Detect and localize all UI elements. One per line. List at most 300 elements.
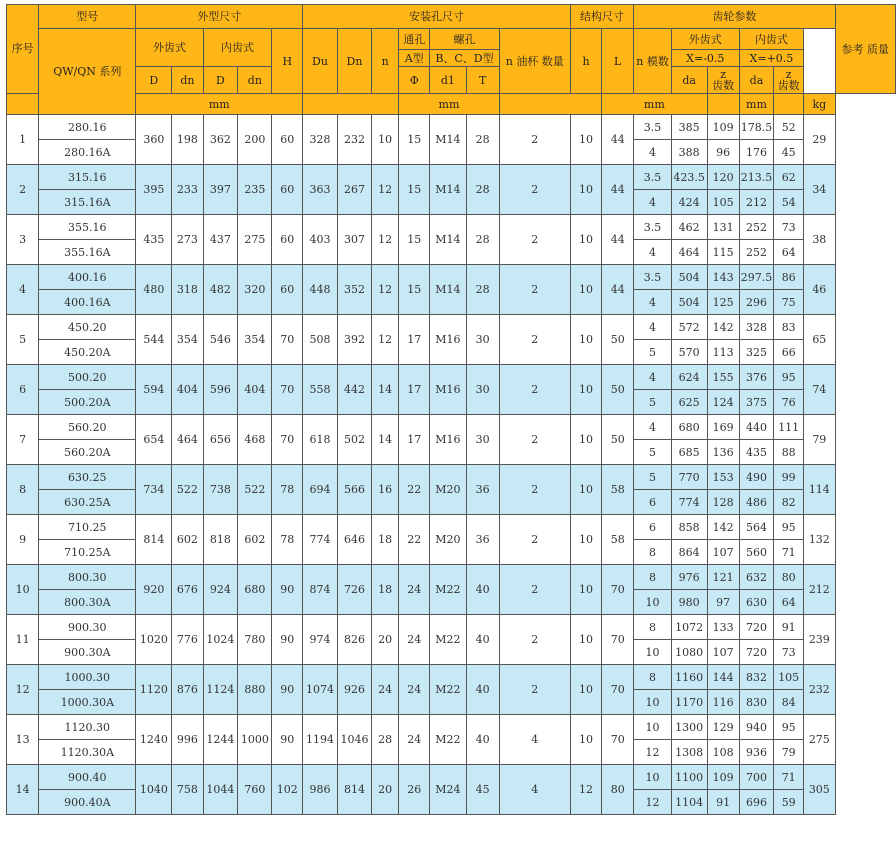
cell-phi: 17 [399,365,430,415]
cell-t: 30 [466,415,499,465]
module-value: 10 [634,590,672,615]
type-a-header: A型 [399,50,430,67]
z-int-value: 83 [774,315,804,340]
cell-dn-ext: 198 [172,115,203,165]
row-number: 2 [7,165,39,215]
z-int-value: 80 [774,565,804,590]
table-row [7,315,896,340]
da-int-value: 486 [739,490,774,515]
row-number: 9 [7,515,39,565]
gear-params-header: 齿轮参数 [634,5,835,29]
module-value: 3.5 [634,265,672,290]
cell-dn-ext: 776 [172,615,203,665]
cell-t: 30 [466,315,499,365]
module-value: 5 [634,340,672,365]
cell-dn: 826 [337,615,371,665]
da-int-value: 212 [739,190,774,215]
model-number-a: 280.16A [39,140,136,165]
da-int-value: 940 [739,715,774,740]
cell-phi: 15 [399,165,430,215]
cell-h: 10 [570,715,601,765]
mass-value: 34 [804,165,835,215]
module-value: 3.5 [634,215,672,240]
cell-d-ext: 920 [136,565,172,615]
cell-dn-int: 468 [238,415,272,465]
z-ext-value: 109 [707,765,739,790]
model-number-a: 900.30A [39,640,136,665]
module-value: 4 [634,315,672,340]
module-value: 4 [634,140,672,165]
cell-du: 508 [303,315,338,365]
cell-dn-ext: 273 [172,215,203,265]
cell-dn: 726 [337,565,371,615]
n-header: n [372,29,399,94]
row-number: 1 [7,115,39,165]
spec-table [6,4,896,815]
z-int-value: 64 [774,590,804,615]
cell-dn-ext: 602 [172,515,203,565]
da-int-value: 325 [739,340,774,365]
da-ext-value: 385 [671,115,707,140]
da-int-value: 376 [739,365,774,390]
z-int-value: 84 [774,690,804,715]
row-number: 8 [7,465,39,515]
cell-du: 558 [303,365,338,415]
cell-oil: 2 [499,365,570,415]
da-ext-value: 424 [671,190,707,215]
row-number: 13 [7,715,39,765]
module-value: 8 [634,665,672,690]
mount-header: 安装孔尺寸 [303,5,571,29]
cell-n: 12 [372,265,399,315]
module-value: 5 [634,390,672,415]
z-ext-value: 91 [707,790,739,815]
cell-d-int: 738 [203,465,238,515]
z-int-value: 105 [774,665,804,690]
model-number: 355.16 [39,215,136,240]
da-int-value: 832 [739,665,774,690]
teeth-count-label: 齿数 [777,79,800,92]
model-number-a: 710.25A [39,540,136,565]
cell-d-ext: 594 [136,365,172,415]
d-ext-header: D [136,67,172,94]
cell-h: 102 [272,765,303,815]
cell-du: 618 [303,415,338,465]
gear-unit: mm [602,94,707,115]
cell-oil: 2 [499,315,570,365]
cell-d1: M14 [430,165,466,215]
through-hole-header: 通孔 [399,29,430,50]
mass-value: 65 [804,315,835,365]
cell-oil: 2 [499,515,570,565]
cell-phi: 22 [399,465,430,515]
int-gear2-header: 内齿式 [739,29,803,50]
struct-header: 结构尺寸 [570,5,633,29]
cell-dn-int: 275 [238,215,272,265]
dn-mount-header: Dn [337,29,371,94]
z-int-value: 86 [774,265,804,290]
da-int-value: 252 [739,240,774,265]
z-ext-value: 142 [707,515,739,540]
cell-phi: 24 [399,715,430,765]
cell-dn: 814 [337,765,371,815]
cell-dn-int: 522 [238,465,272,515]
mass-value: 38 [804,215,835,265]
cell-n: 12 [372,215,399,265]
row-number: 6 [7,365,39,415]
int-gear-header: 内齿式 [203,29,272,67]
du-header: Du [303,29,338,94]
cell-l: 70 [602,715,634,765]
z-int-value: 76 [774,390,804,415]
cell-d-ext: 814 [136,515,172,565]
teeth-count-label: 齿数 [712,79,735,92]
da-ext-value: 570 [671,340,707,365]
z-int-value: 88 [774,440,804,465]
da-int-value: 560 [739,540,774,565]
cell-t: 40 [466,715,499,765]
module-value: 5 [634,440,672,465]
cell-dn-int: 1000 [238,715,272,765]
cell-l: 58 [602,465,634,515]
module-value: 10 [634,640,672,665]
cell-t: 40 [466,665,499,715]
table-body [7,115,896,815]
cell-du: 1194 [303,715,338,765]
cell-oil: 2 [499,665,570,715]
z-ext-value: 120 [707,165,739,190]
cell-dn-int: 680 [238,565,272,615]
cell-dn-int: 602 [238,515,272,565]
cell-h: 60 [272,165,303,215]
ref-mass-header: 参考 质量 [835,5,896,94]
cell-h: 70 [272,415,303,465]
mount-unit: mm [399,94,500,115]
z-int-value: 79 [774,740,804,765]
cell-dn: 646 [337,515,371,565]
cell-h: 90 [272,615,303,665]
cell-dn-ext: 996 [172,715,203,765]
cell-phi: 15 [399,215,430,265]
phi-header: Φ [399,67,430,94]
module-value: 5 [634,465,672,490]
d-int-header: D [203,67,238,94]
cell-dn: 232 [337,115,371,165]
cell-n: 12 [372,315,399,365]
da-int-value: 700 [739,765,774,790]
cell-d1: M16 [430,415,466,465]
z-ext-value: 107 [707,540,739,565]
z-int-unit [774,94,804,115]
outline-header: 外型尺寸 [136,5,303,29]
cell-l: 50 [602,415,634,465]
cell-h: 60 [272,215,303,265]
cell-t: 30 [466,365,499,415]
model-number-a: 355.16A [39,240,136,265]
z-ext-value: 124 [707,390,739,415]
cell-d1: M16 [430,365,466,415]
cell-h: 90 [272,565,303,615]
cell-h: 60 [272,115,303,165]
cell-d-int: 924 [203,565,238,615]
cell-n: 28 [372,715,399,765]
cell-phi: 24 [399,565,430,615]
cell-h: 10 [570,465,601,515]
mass-unit: kg [804,94,835,115]
z-int-value: 59 [774,790,804,815]
cell-h: 10 [570,615,601,665]
cell-d-int: 1244 [203,715,238,765]
cell-l: 44 [602,215,634,265]
cell-t: 40 [466,615,499,665]
cell-d-int: 362 [203,115,238,165]
cell-d1: M22 [430,665,466,715]
da-int-value: 178.5 [739,115,774,140]
cell-dn-int: 880 [238,665,272,715]
cell-phi: 17 [399,315,430,365]
da-ext-value: 1080 [671,640,707,665]
cell-du: 403 [303,215,338,265]
cell-oil: 2 [499,615,570,665]
cell-d-int: 596 [203,365,238,415]
cell-h: 78 [272,465,303,515]
model-number: 560.20 [39,415,136,440]
cell-oil: 2 [499,215,570,265]
ext-gear-header: 外齿式 [136,29,203,67]
da-ext-header: da [671,67,707,94]
row-number: 14 [7,765,39,815]
table-row [7,465,896,490]
cell-d-ext: 1040 [136,765,172,815]
mass-value: 275 [804,715,835,765]
module-header: n 模数 [634,29,672,94]
cell-l: 70 [602,615,634,665]
model-number: 900.30 [39,615,136,640]
z-ext-value: 142 [707,315,739,340]
cell-d-ext: 395 [136,165,172,215]
row-number: 12 [7,665,39,715]
z-int-value: 64 [774,240,804,265]
cell-l: 50 [602,315,634,365]
cell-d1: M22 [430,565,466,615]
module-value: 4 [634,415,672,440]
z-int-value: 71 [774,765,804,790]
da-int-value: 696 [739,790,774,815]
z-ext-value: 113 [707,340,739,365]
model-header: 型号 [39,5,136,29]
cell-dn-ext: 354 [172,315,203,365]
mass-value: 305 [804,765,835,815]
cell-h: 78 [272,515,303,565]
cell-dn-ext: 676 [172,565,203,615]
cell-h: 10 [570,115,601,165]
table-row [7,515,896,540]
model-number-a: 1120.30A [39,740,136,765]
da-ext-value: 504 [671,265,707,290]
module-value: 6 [634,490,672,515]
module-value: 4 [634,240,672,265]
z-int-value: 73 [774,640,804,665]
module-value: 8 [634,615,672,640]
table-row [7,565,896,590]
cell-n: 18 [372,565,399,615]
da-int-value: 720 [739,615,774,640]
z-int-value: 95 [774,715,804,740]
cell-dn-int: 200 [238,115,272,165]
cell-n: 20 [372,615,399,665]
cell-h: 10 [570,665,601,715]
row-number: 10 [7,565,39,615]
model-number: 280.16 [39,115,136,140]
module-value: 12 [634,790,672,815]
cell-n: 14 [372,415,399,465]
da-int-value: 176 [739,140,774,165]
z-int-value: 75 [774,290,804,315]
cell-l: 70 [602,565,634,615]
cell-t: 36 [466,515,499,565]
cell-l: 44 [602,165,634,215]
cell-h: 70 [272,315,303,365]
module-value: 8 [634,565,672,590]
model-number: 500.20 [39,365,136,390]
cell-dn: 502 [337,415,371,465]
cell-d-ext: 1240 [136,715,172,765]
model-number: 450.20 [39,315,136,340]
cell-dn-ext: 233 [172,165,203,215]
seq-header: 序号 [7,5,39,94]
da-int-value: 936 [739,740,774,765]
da-ext-value: 858 [671,515,707,540]
da-ext-value: 388 [671,140,707,165]
mass-value: 114 [804,465,835,515]
model-number: 630.25 [39,465,136,490]
module-value: 6 [634,515,672,540]
cell-oil: 2 [499,115,570,165]
z-ext-value: 153 [707,465,739,490]
cell-dn: 566 [337,465,371,515]
da-int-value: 435 [739,440,774,465]
seq-unit-cell [7,94,39,115]
model-number: 400.16 [39,265,136,290]
z-int-value: 62 [774,165,804,190]
cell-dn-ext: 318 [172,265,203,315]
cell-d1: M14 [430,215,466,265]
model-number-a: 630.25A [39,490,136,515]
mass-value: 29 [804,115,835,165]
da-ext-value: 1300 [671,715,707,740]
cell-dn-ext: 758 [172,765,203,815]
cell-du: 974 [303,615,338,665]
mass-value: 239 [804,615,835,665]
da-ext-value: 625 [671,390,707,415]
cell-phi: 15 [399,265,430,315]
cell-dn-ext: 876 [172,665,203,715]
cell-oil: 4 [499,765,570,815]
z-ext-value: 125 [707,290,739,315]
cell-n: 14 [372,365,399,415]
z-int-value: 95 [774,515,804,540]
cell-t: 40 [466,565,499,615]
cell-dn-int: 354 [238,315,272,365]
module-value: 3.5 [634,165,672,190]
cell-d1: M20 [430,465,466,515]
cell-dn-ext: 522 [172,465,203,515]
cell-du: 874 [303,565,338,615]
z-ext-value: 121 [707,565,739,590]
z-int-value: 54 [774,190,804,215]
row-number: 5 [7,315,39,365]
cell-n: 12 [372,165,399,215]
cell-h: 10 [570,515,601,565]
cell-d-int: 1044 [203,765,238,815]
cell-l: 44 [602,115,634,165]
cell-dn-ext: 464 [172,415,203,465]
model-number: 1000.30 [39,665,136,690]
cell-n: 24 [372,665,399,715]
table-row [7,365,896,390]
cell-d-int: 1024 [203,615,238,665]
mass-value: 74 [804,365,835,415]
z-ext-value: 116 [707,690,739,715]
cell-d-ext: 1020 [136,615,172,665]
model-number: 710.25 [39,515,136,540]
h-upper-header: H [272,29,303,94]
da-ext-value: 1160 [671,665,707,690]
cell-d1: M14 [430,115,466,165]
cell-du: 448 [303,265,338,315]
cell-d-int: 482 [203,265,238,315]
da-int-value: 252 [739,215,774,240]
model-number: 315.16 [39,165,136,190]
table-header [7,5,896,115]
da-int-header: da [739,67,774,94]
da-int-value: 720 [739,640,774,665]
model-number: 1120.30 [39,715,136,740]
z-int-value: 73 [774,215,804,240]
table-row [7,615,896,640]
da-ext-value: 685 [671,440,707,465]
dn-int-header: dn [238,67,272,94]
model-number-a: 500.20A [39,390,136,415]
da-int-value: 328 [739,315,774,340]
z-ext-value: 131 [707,215,739,240]
cell-l: 80 [602,765,634,815]
struct-blank-unit [499,94,601,115]
table-row [7,715,896,740]
model-number: 900.40 [39,765,136,790]
row-number: 3 [7,215,39,265]
cell-phi: 26 [399,765,430,815]
cell-phi: 24 [399,665,430,715]
cell-dn: 392 [337,315,371,365]
l-header: L [602,29,634,94]
module-value: 4 [634,190,672,215]
cell-t: 36 [466,465,499,515]
z-ext-value: 108 [707,740,739,765]
cell-dn-int: 320 [238,265,272,315]
cell-h: 10 [570,415,601,465]
da-int-value: 564 [739,515,774,540]
z-int-header: z 齿数 [774,67,804,94]
da-ext-value: 1104 [671,790,707,815]
table-row [7,665,896,690]
da-ext-value: 864 [671,540,707,565]
module-value: 12 [634,740,672,765]
z-ext-value: 136 [707,440,739,465]
cell-phi: 22 [399,515,430,565]
z-ext-value: 107 [707,640,739,665]
cell-d-ext: 360 [136,115,172,165]
